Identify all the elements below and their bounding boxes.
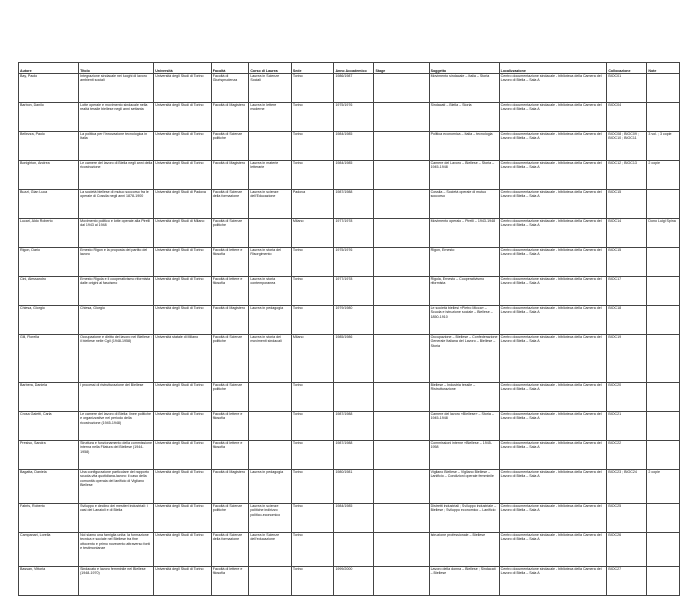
table-cell: Vigliano Biellese – Vigliano Biellese – Lanificio – Condizioni operaie femminile — [429, 470, 499, 504]
table-cell: Cossila – Società operaie di mutuo soccorso — [429, 190, 499, 219]
header-cell: Collocazione — [607, 63, 647, 74]
table-cell: BIOC27 — [607, 567, 647, 596]
table-cell: 2 copie — [647, 161, 680, 190]
table-cell: Torino — [291, 161, 334, 190]
table-cell: Università degli Studi di Torino — [154, 248, 212, 277]
table-cell: Le società biellesi «Pietro Micca» – Scuola e istruzione sociale – Biellese – 1850-1910 — [429, 306, 499, 335]
table-cell — [647, 504, 680, 533]
table-cell: 1980/1981 — [334, 470, 374, 504]
table-cell: BIOC12 ; BIOC13 — [607, 161, 647, 190]
table-cell: Chiesa, Giorgio — [19, 306, 79, 335]
table-cell: La politica per l'innovazione tecnologica in Italia — [79, 132, 154, 161]
table-cell — [334, 383, 374, 412]
table-cell: Facoltà di Magistero — [211, 470, 249, 504]
table-cell: Camere del Lavoro – Biellese – Storia – 1945-1948 — [429, 161, 499, 190]
table-cell: Laurea in Scienze dell'educazione — [249, 533, 292, 567]
table-cell: Centro documentazione sindacale - biblioteca della Camera del Lavoro di Biella – Sala A — [499, 412, 607, 441]
table-row — [19, 161, 680, 190]
table-cell: Distretti industriali ; Sviluppo industriale – Biellese ; Sviluppo economico – Lanificio — [429, 504, 499, 533]
table-cell: 1979/1980 — [334, 306, 374, 335]
table-cell: Bassan, Vittoria — [19, 567, 79, 596]
table-cell: BIOC04 — [607, 103, 647, 132]
table-cell: Università degli Studi di Torino — [154, 103, 212, 132]
header-cell: Facoltà — [211, 63, 249, 74]
table-cell — [374, 441, 429, 470]
table-cell: BIOC21 — [607, 412, 647, 441]
table-cell: Movimento sindacale – Italia – Storia — [429, 74, 499, 103]
table-cell: Torino — [291, 504, 334, 533]
table-cell — [374, 74, 429, 103]
table-cell: Facoltà di Scienze politiche — [211, 219, 249, 248]
table-cell — [374, 412, 429, 441]
table-cell: Milano — [291, 335, 334, 383]
table-row — [19, 567, 680, 596]
table-cell: Torino — [291, 383, 334, 412]
table-cell — [249, 383, 292, 412]
table-cell: Le camere del lavoro di Biella: linee politiche e organizzative nel periodo della ricostruzione (1945-1948) — [79, 412, 154, 441]
table-cell: Centro documentazione sindacale - biblioteca della Camera del Lavoro di Biella – Sala A — [499, 335, 607, 383]
table-cell: Padova — [291, 190, 334, 219]
table-cell: Commissioni interne «Biellese – 1945-1958 — [429, 441, 499, 470]
table-cell — [374, 504, 429, 533]
table-cell: Bay, Paolo — [19, 74, 79, 103]
table-cell: Istruzione professionale – Biellese — [429, 533, 499, 567]
table-cell: I processi di ristrutturazione del Biellese — [79, 383, 154, 412]
table-cell: Facoltà di Magistero — [211, 103, 249, 132]
table-cell — [374, 219, 429, 248]
table-cell: Torino — [291, 132, 334, 161]
table-cell: Università degli Studi di Torino — [154, 277, 212, 306]
table-cell: 2 copie — [647, 470, 680, 504]
table-cell: 1999/2000 — [334, 567, 374, 596]
table-cell: Facoltà di lettere e filosofia — [211, 441, 249, 470]
table-cell: Università degli Studi di Torino — [154, 470, 212, 504]
table-cell: BIOC15 — [607, 248, 647, 277]
table-cell — [374, 190, 429, 219]
table-cell: Facoltà di Scienze politiche — [211, 335, 249, 383]
table-cell: Università degli Studi di Torino — [154, 533, 212, 567]
table-cell: Facoltà di Scienze politiche — [211, 504, 249, 533]
table-cell: Torino — [291, 103, 334, 132]
table-cell: Buzzi, Gian Luca — [19, 190, 79, 219]
table-cell: Laurea in pedagogia — [249, 470, 292, 504]
table-cell: Facoltà di Scienze politiche — [211, 132, 249, 161]
table-cell: Centro documentazione sindacale - biblioteca della Camera del Lavoro di Biella – Sala A — [499, 132, 607, 161]
table-cell: Laurea in materie letterarie — [249, 161, 292, 190]
table-cell — [647, 335, 680, 383]
table-row — [19, 306, 680, 335]
table-cell: Chiesa, Giorgio — [79, 306, 154, 335]
table-cell — [249, 441, 292, 470]
table-cell: Laurea in scienze dell'Educazione — [249, 190, 292, 219]
table-cell: Campanari, Lorella — [19, 533, 79, 567]
table-row — [19, 103, 680, 132]
table-cell: Laurea in storia del Risorgimento — [249, 248, 292, 277]
table-row — [19, 248, 680, 277]
table-cell: Rigon, Dario — [19, 248, 79, 277]
table-cell: BIOC23 ; BIOC24 — [607, 470, 647, 504]
table-cell: Centro documentazione sindacale - biblioteca della Camera del Lavoro di Biella – Sala A — [499, 504, 607, 533]
table-cell: Facoltà di Magistero — [211, 161, 249, 190]
table-cell: Integrazione sindacale nei luoghi di lavoro ambienti sociali — [79, 74, 154, 103]
table-cell — [334, 533, 374, 567]
table-cell — [647, 103, 680, 132]
table-cell: Rigola, Ernesto – Cooperativismo riformista — [429, 277, 499, 306]
table-cell: Facoltà di lettere e filosofia — [211, 248, 249, 277]
table-row — [19, 190, 680, 219]
table-cell — [374, 470, 429, 504]
table-cell: Bagatta, Daniela — [19, 470, 79, 504]
table-row — [19, 277, 680, 306]
table-cell: BIOC14 — [607, 219, 647, 248]
table-cell: Università degli Studi di Torino — [154, 161, 212, 190]
table-cell: 1977/1978 — [334, 219, 374, 248]
table-cell: Una configurazione particolare del rapporto scuola-vita quotidiana-lavoro: il caso della comunità operaia del lanificio di Vigliano Biellese — [79, 470, 154, 504]
table-cell: Facoltà di Scienze della formazione — [211, 533, 249, 567]
table-cell: Struttura e funzionamento della commissione interna nella Filatura del Biellese (1944-1958) — [79, 441, 154, 470]
table-row — [19, 441, 680, 470]
table-cell: Università degli Studi di Padova — [154, 190, 212, 219]
table-cell: Laurea in storia dei movimenti sindacali — [249, 335, 292, 383]
table-cell — [374, 533, 429, 567]
table-cell: Centro documentazione sindacale - biblioteca della Camera del Lavoro di Biella – Sala A — [499, 161, 607, 190]
table-cell: Università statale di Milano — [154, 335, 212, 383]
table-cell: Occupazione – Biellese – Confederazione Generale Italiana del Lavoro – Biellese – Storia — [429, 335, 499, 383]
table-cell: Centro documentazione sindacale - biblioteca della Camera del Lavoro di Biella – Sala A — [499, 103, 607, 132]
table-cell: Torino — [291, 74, 334, 103]
table-cell — [647, 74, 680, 103]
table-row — [19, 383, 680, 412]
table-cell: Le camere del lavoro di Biella negli anni della ricostruzione — [79, 161, 154, 190]
header-cell: Localizzazione — [499, 63, 607, 74]
table-cell: Università degli Studi di Torino — [154, 306, 212, 335]
table-cell: Università degli Studi di Torino — [154, 504, 212, 533]
table-cell: Sindacato e lavoro femminile nel Biellese (1948-1970) — [79, 567, 154, 596]
table-cell: Gili, Fiorella — [19, 335, 79, 383]
table-cell: Sviluppo e declino dei mestieri industriali: i casi dei Lanaioli e di Biella — [79, 504, 154, 533]
table-cell — [374, 161, 429, 190]
table-cell: Facoltà di Giurisprudenza — [211, 74, 249, 103]
table-cell: Centro documentazione sindacale - biblioteca della Camera del Lavoro di Biella – Sala A — [499, 306, 607, 335]
table-cell — [647, 277, 680, 306]
table-cell: Università degli Studi di Torino — [154, 441, 212, 470]
header-cell: Corso di Laurea — [249, 63, 292, 74]
table-cell — [374, 306, 429, 335]
table-cell: Torino — [291, 441, 334, 470]
table-cell: BIOC18 — [607, 306, 647, 335]
table-cell: Università degli Studi di Torino — [154, 567, 212, 596]
table-cell: 1984/1985 — [334, 132, 374, 161]
table-cell: Centro documentazione sindacale - biblioteca della Camera del Lavoro di Biella – Sala A — [499, 441, 607, 470]
header-cell: Università — [154, 63, 212, 74]
table-cell: Facoltà di lettere e filosofia — [211, 412, 249, 441]
thesis-catalog-table — [18, 62, 680, 596]
table-cell: BIOC17 — [607, 277, 647, 306]
table-cell — [249, 412, 292, 441]
table-cell: Università degli Studi di Torino — [154, 74, 212, 103]
table-cell: Laurea in Scienze Sociali — [249, 74, 292, 103]
table-cell: Facoltà di lettere e filosofia — [211, 567, 249, 596]
table-cell — [374, 132, 429, 161]
table-body — [19, 74, 680, 596]
table-cell — [374, 103, 429, 132]
table-cell: Lotte operaie e movimento sindacale nella realtà tessile biellese negli anni settanta — [79, 103, 154, 132]
header-cell: Note — [647, 63, 680, 74]
table-cell: Torino — [291, 470, 334, 504]
table-cell: Barbon, Danilo — [19, 103, 79, 132]
table-cell: Centro documentazione sindacale - biblioteca della Camera del Lavoro di Biella – Sala A — [499, 74, 607, 103]
table-cell: Ernesto Rigon e la proposta del partito del lavoro — [79, 248, 154, 277]
table-cell: BIOC26 — [607, 533, 647, 567]
table-cell: Torino — [291, 533, 334, 567]
table-cell: 1975/1976 — [334, 103, 374, 132]
table-cell: Università degli Studi di Torino — [154, 383, 212, 412]
table-cell: Centro documentazione sindacale - biblioteca della Camera del Lavoro di Biella – Sala A — [499, 190, 607, 219]
table-cell: Centro documentazione sindacale - biblioteca della Camera del Lavoro di Biella – Sala A — [499, 248, 607, 277]
table-cell — [647, 383, 680, 412]
header-cell: Titolo — [79, 63, 154, 74]
table-row — [19, 74, 680, 103]
table-cell: Centro documentazione sindacale - biblioteca della Camera del Lavoro di Biella – Sala A — [499, 567, 607, 596]
table-cell: 1987/1988 — [334, 441, 374, 470]
table-cell: Camere del lavoro «Biellese» – Storia – 1945-1948 — [429, 412, 499, 441]
table-cell: Centro documentazione sindacale - biblioteca della Camera del Lavoro di Biella – Sala A — [499, 383, 607, 412]
table-cell: Laurea in pedagogia — [249, 306, 292, 335]
table-cell: BIOC15 — [607, 190, 647, 219]
table-cell — [249, 567, 292, 596]
table-cell: Facoltà di Scienze della formazione — [211, 190, 249, 219]
table-cell — [249, 132, 292, 161]
table-cell: Ernesto Rigola e il cooperativismo riformista dalle origini al fascismo — [79, 277, 154, 306]
table-cell: Torino — [291, 248, 334, 277]
table-cell: Università degli Studi di Torino — [154, 132, 212, 161]
table-cell: Laurea in lettere moderne — [249, 103, 292, 132]
table-cell: Bellezza, Paolo — [19, 132, 79, 161]
table-cell: 1986/1987 — [334, 74, 374, 103]
table-cell: Dono Luigi Spina — [647, 219, 680, 248]
table-cell: Movimento operaio – Pirelli – 1943-1948 — [429, 219, 499, 248]
table-cell: 1987/1988 — [334, 190, 374, 219]
table-cell: 1975/1976 — [334, 248, 374, 277]
table-cell: BIOC22 — [607, 441, 647, 470]
table-cell: Bonighton, Andrea — [19, 161, 79, 190]
table-cell — [374, 335, 429, 383]
table-cell — [374, 277, 429, 306]
table-cell: 1987/1988 — [334, 412, 374, 441]
table-cell: Occupazione e diritto del lavoro nel Biellese : il biellese nelle Cgil (1948-1958) — [79, 335, 154, 383]
table-cell: Lavoro della donna – Biellese ; Sindacati – Biellese — [429, 567, 499, 596]
table-cell: Centro documentazione sindacale - biblioteca della Camera del Lavoro di Biella – Sala A — [499, 470, 607, 504]
table-row — [19, 412, 680, 441]
table-cell: Rigon, Ernesto — [429, 248, 499, 277]
table-cell: Milano — [291, 219, 334, 248]
table-cell: 1984/1985 — [334, 504, 374, 533]
table-cell: Torino — [291, 412, 334, 441]
table-cell: Torino — [291, 567, 334, 596]
table-cell: Facoltà di lettere e filosofia — [211, 277, 249, 306]
table-cell — [374, 383, 429, 412]
table-cell — [647, 306, 680, 335]
table-cell — [374, 248, 429, 277]
header-cell: Soggetto — [429, 63, 499, 74]
header-cell: Stage — [374, 63, 429, 74]
table-cell: Movimento politico e lotte operaie alla Pirelli dal 1943 al 1948 — [79, 219, 154, 248]
table-row — [19, 335, 680, 383]
table-cell: Facoltà di Scienze politiche — [211, 383, 249, 412]
table-cell: 1985/1986 — [334, 335, 374, 383]
table-cell — [647, 190, 680, 219]
table-cell: La società biellese di mutuo soccorso fra le operaie di Cossila negli anni 1878-1900 — [79, 190, 154, 219]
table-cell — [647, 567, 680, 596]
table-header-row — [19, 63, 680, 74]
table-cell — [647, 248, 680, 277]
table-cell: Presiso, Sandra — [19, 441, 79, 470]
table-row — [19, 132, 680, 161]
table-cell: Laurea in scienze politiche indirizzo politico-economico — [249, 504, 292, 533]
table-cell — [647, 441, 680, 470]
table-cell: BIOC01 — [607, 74, 647, 103]
table-cell: Laurea in storia contemporanea — [249, 277, 292, 306]
table-cell: BIOC19 — [607, 335, 647, 383]
table-row — [19, 470, 680, 504]
table-cell: BIOC25 — [607, 504, 647, 533]
header-cell: Anno Accademico — [334, 63, 374, 74]
table-cell: 3 vol. ; 3 copie — [647, 132, 680, 161]
table-cell: Facoltà di Magistero — [211, 306, 249, 335]
table-cell: Centro documentazione sindacale - biblioteca della Camera del Lavoro di Biella – Sala A — [499, 277, 607, 306]
table-cell: 1977/1978 — [334, 277, 374, 306]
table-row — [19, 504, 680, 533]
table-cell: BIOC20 — [607, 383, 647, 412]
table-cell: Barbera, Daniela — [19, 383, 79, 412]
table-cell: Cini, Alessandro — [19, 277, 79, 306]
table-cell: Noi siamo una famiglia unita: la formazione tecnica e sociale nel Biellese tra fine ottocento e primo novecento attraverso fonti e testimonianze — [79, 533, 154, 567]
table-row — [19, 219, 680, 248]
table-cell: Lucari, Aldo Roberto — [19, 219, 79, 248]
table-cell: Università degli Studi di Milano — [154, 219, 212, 248]
table-cell — [647, 533, 680, 567]
table-cell: Torino — [291, 306, 334, 335]
table-cell: Politica economica – Italia – tecnologia — [429, 132, 499, 161]
table-cell: Centro documentazione sindacale - biblioteca della Camera del Lavoro di Biella – Sala A — [499, 533, 607, 567]
table-cell — [647, 412, 680, 441]
table-row — [19, 533, 680, 567]
table-cell — [249, 219, 292, 248]
table-cell — [374, 567, 429, 596]
table-cell: 1984/1985 — [334, 161, 374, 190]
table-cell: Torino — [291, 277, 334, 306]
table-cell: Centro documentazione sindacale - biblioteca della Camera del Lavoro di Biella – Sala A — [499, 219, 607, 248]
header-cell: Autore — [19, 63, 79, 74]
table-cell: Biellese – Industria tessile – Ristrutturazione — [429, 383, 499, 412]
table-cell: Università degli Studi di Torino — [154, 412, 212, 441]
table-cell: Fabris, Roberto — [19, 504, 79, 533]
table-cell: BIOC08 ; BIOC09 ; BIOC10 ; BIOC11 — [607, 132, 647, 161]
header-cell: Sede — [291, 63, 334, 74]
table-cell: Crosa Gaietti, Carla — [19, 412, 79, 441]
table-cell: Sindacati – Biella – Storia — [429, 103, 499, 132]
